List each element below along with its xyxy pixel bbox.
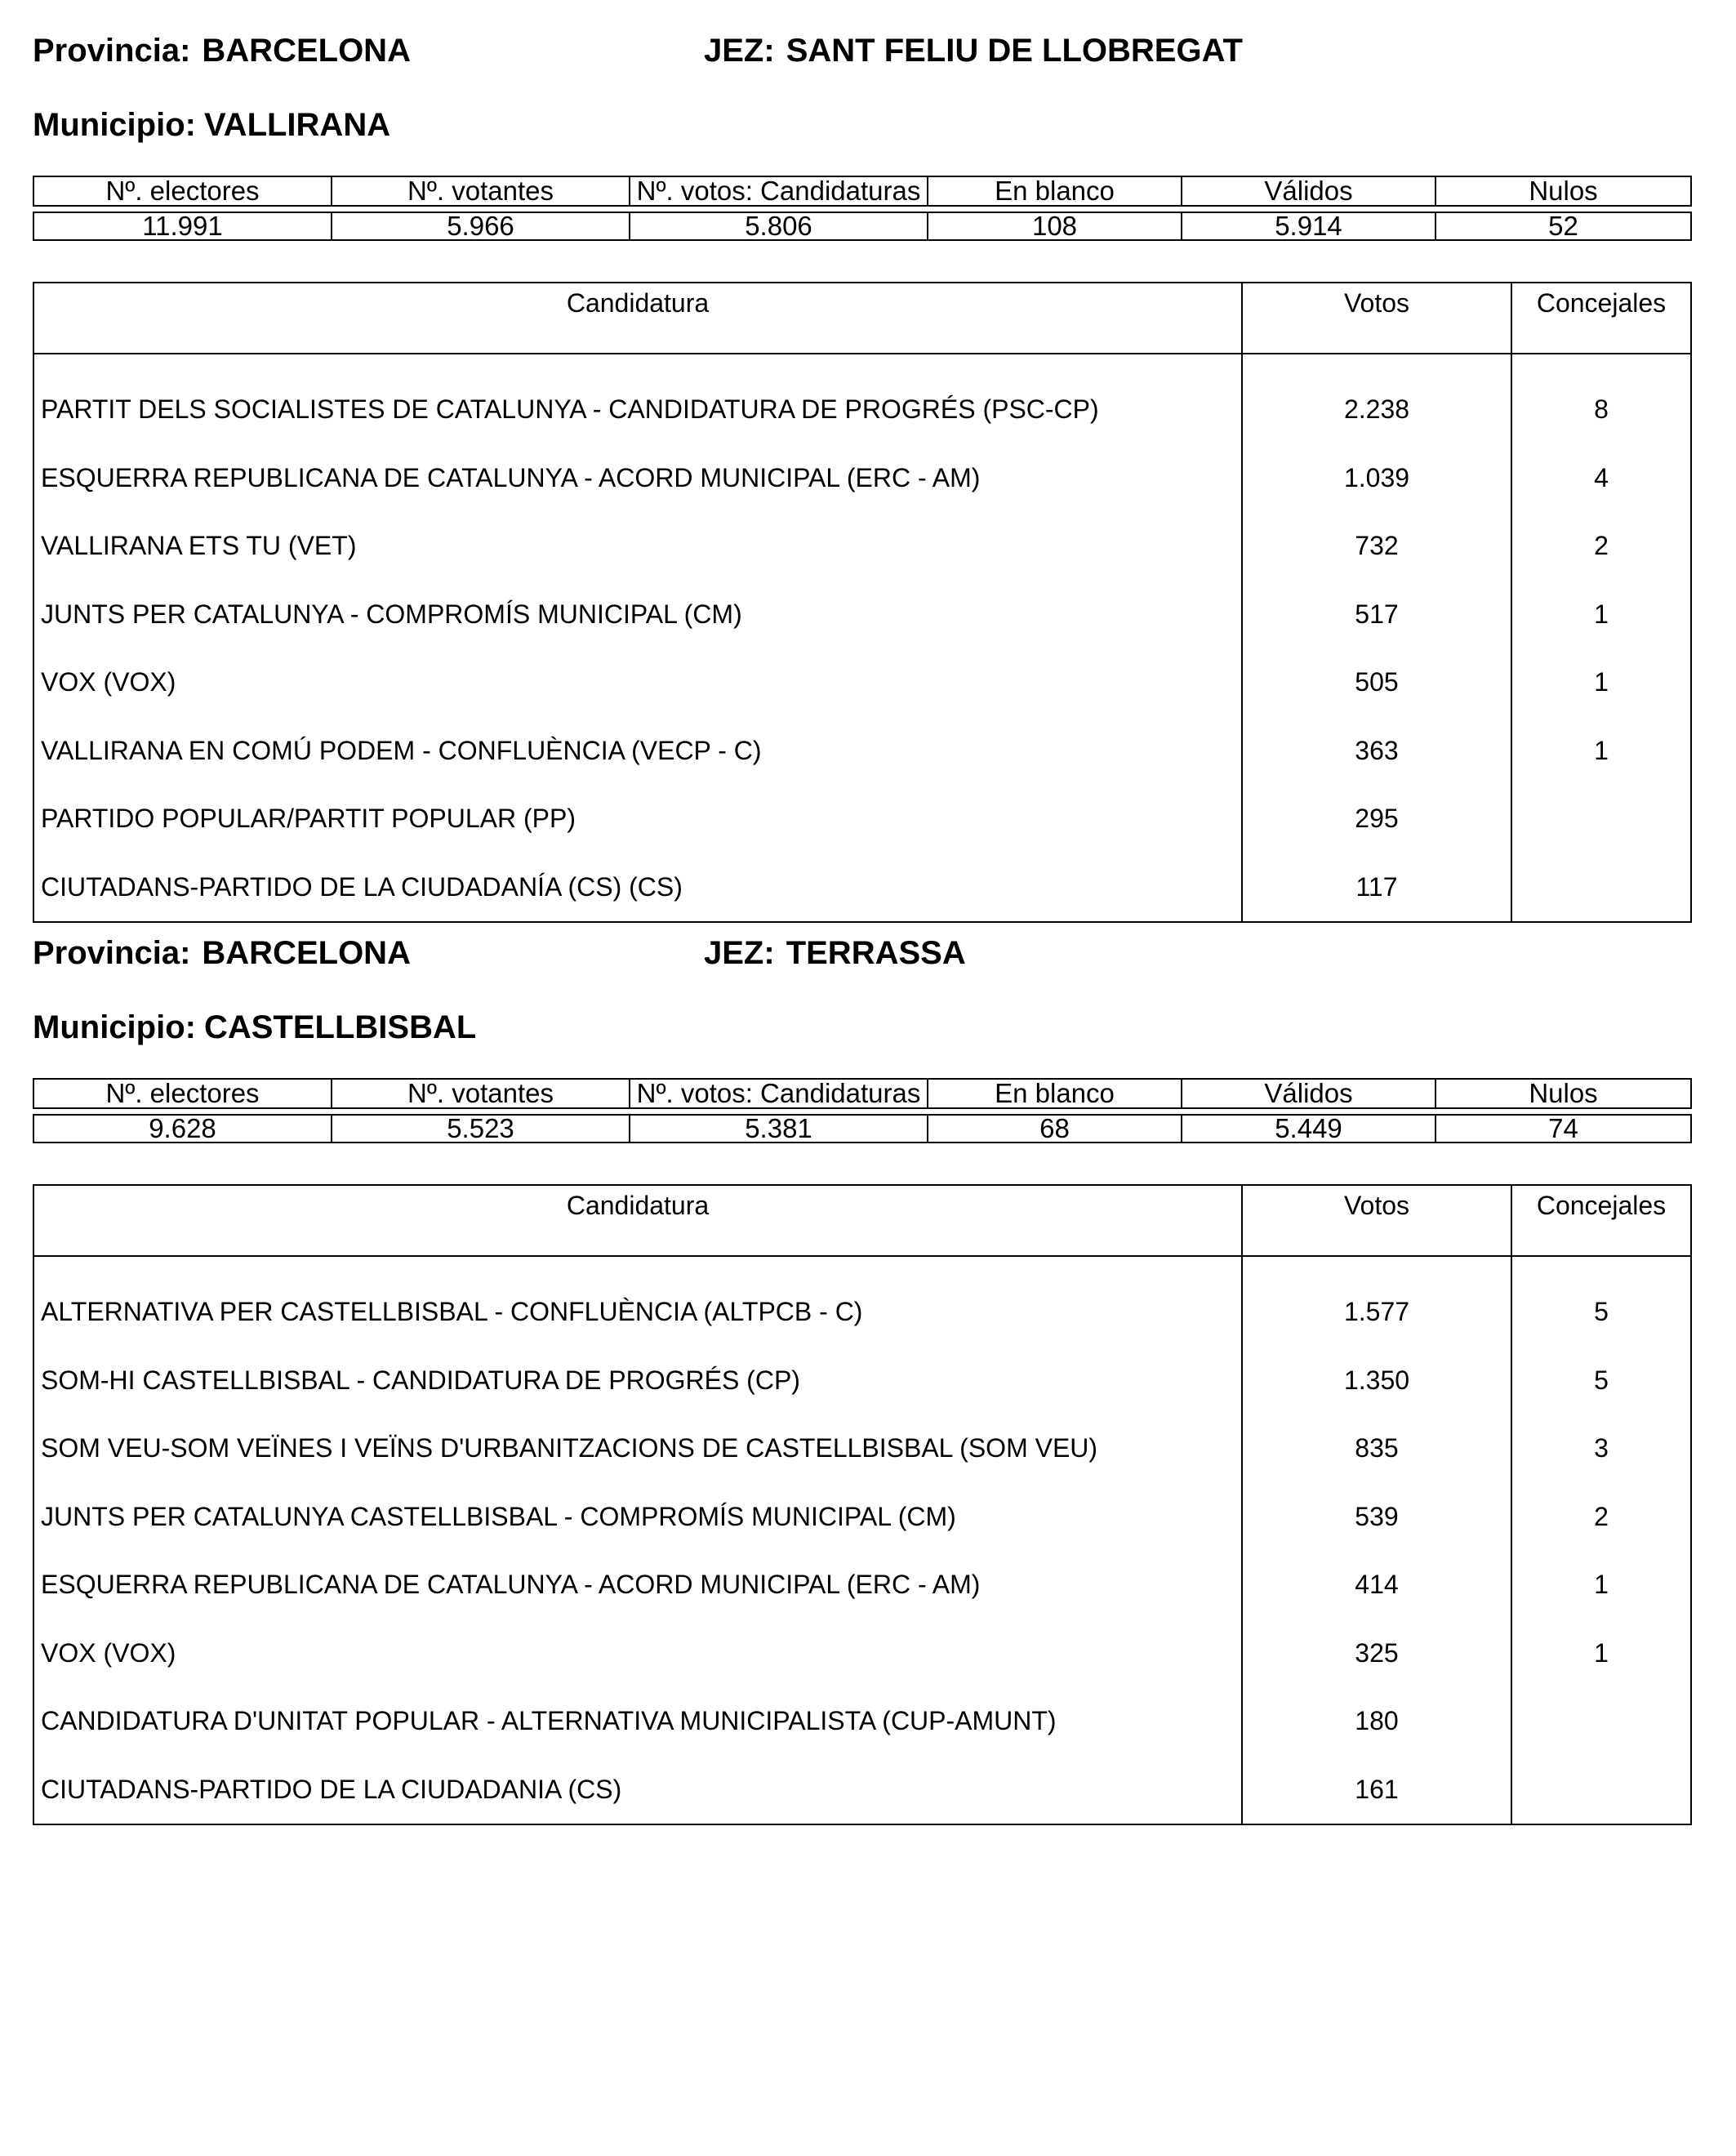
stats-value-row (33, 1115, 1691, 1143)
stats-value-validos: 5.449 (1182, 1115, 1436, 1143)
stats-header-votos-candidaturas: Nº. votos: Candidaturas (630, 176, 928, 206)
provincia-label: Provincia: (33, 935, 191, 971)
stats-value-votantes: 5.966 (332, 212, 630, 240)
stats-table (33, 176, 1692, 241)
candidatura-name: ESQUERRA REPUBLICANA DE CATALUNYA - ACORD MUNICIPAL (ERC - AM) (41, 1570, 981, 1600)
col-candidatura-header: Candidatura (33, 1185, 1242, 1256)
candidatura-votos: 325 (1242, 1619, 1511, 1688)
candidatura-concejales (1511, 1687, 1691, 1756)
candidatura-concejales: 8 (1511, 354, 1691, 444)
candidatura-name: PARTIT DELS SOCIALISTES DE CATALUNYA - CANDIDATURA DE PROGRÉS (PSC-CP) (41, 394, 1099, 425)
provincia-value: BARCELONA (202, 935, 411, 971)
candidatura-name: SOM VEU-SOM VEÏNES I VEÏNS D'URBANITZACIONS DE CASTELLBISBAL (SOM VEU) (41, 1433, 1098, 1463)
candidatura-votos: 161 (1242, 1756, 1511, 1825)
candidatura-concejales: 2 (1511, 512, 1691, 581)
candidatura-concejales: 4 (1511, 444, 1691, 513)
municipio-label: Municipio: (33, 107, 196, 143)
col-concejales-header: Concejales (1511, 1185, 1691, 1256)
candidatura-votos: 180 (1242, 1687, 1511, 1756)
col-votos-header: Votos (1242, 283, 1511, 354)
candidatura-votos: 505 (1242, 648, 1511, 717)
stats-value-validos: 5.914 (1182, 212, 1436, 240)
candidatura-votos: 363 (1242, 717, 1511, 786)
candidatura-name: SOM-HI CASTELLBISBAL - CANDIDATURA DE PROGRÉS (CP) (41, 1365, 800, 1395)
col-candidatura-header: Candidatura (33, 283, 1242, 354)
provincia-heading (33, 33, 411, 69)
candidaturas-table (33, 1184, 1692, 1825)
municipio-heading (33, 107, 390, 144)
jez-label: JEZ: (704, 935, 775, 971)
stats-header-nulos: Nulos (1436, 176, 1691, 206)
candidatura-concejales: 1 (1511, 1551, 1691, 1619)
candidatura-row (33, 1687, 1691, 1756)
stats-value-electores: 11.991 (33, 212, 332, 240)
stats-value-nulos: 74 (1436, 1115, 1691, 1143)
candidatura-name: VALLIRANA EN COMÚ PODEM - CONFLUÈNCIA (VECP - C) (41, 735, 762, 765)
stats-value-en-blanco: 68 (928, 1115, 1182, 1143)
candidatura-name: JUNTS PER CATALUNYA - COMPROMÍS MUNICIPAL (CM) (41, 599, 742, 629)
stats-header-row (33, 176, 1691, 206)
jez-heading (704, 935, 966, 972)
candidatura-concejales: 5 (1511, 1256, 1691, 1347)
stats-value-nulos: 52 (1436, 212, 1691, 240)
candidatura-row (33, 1551, 1691, 1619)
jez-heading (704, 33, 1243, 69)
candidatura-votos: 2.238 (1242, 354, 1511, 444)
candidatura-concejales (1511, 853, 1691, 923)
candidaturas-table (33, 282, 1692, 923)
jez-label: JEZ: (704, 33, 775, 69)
candidatura-row (33, 1347, 1691, 1415)
col-votos-header: Votos (1242, 1185, 1511, 1256)
municipio-heading (33, 1009, 476, 1046)
candidatura-concejales (1511, 1756, 1691, 1825)
candidatura-votos: 517 (1242, 581, 1511, 649)
candidatura-row (33, 1619, 1691, 1688)
candidatura-name: ALTERNATIVA PER CASTELLBISBAL - CONFLUÈNCIA (ALTPCB - C) (41, 1297, 863, 1327)
provincia-heading (33, 935, 411, 972)
stats-value-row (33, 212, 1691, 240)
candidatura-name: ESQUERRA REPUBLICANA DE CATALUNYA - ACORD MUNICIPAL (ERC - AM) (41, 462, 981, 492)
stats-header-row (33, 1079, 1691, 1108)
candidatura-row (33, 512, 1691, 581)
candidatura-votos: 117 (1242, 853, 1511, 923)
candidatura-row (33, 444, 1691, 513)
stats-header-votantes: Nº. votantes (332, 1079, 630, 1108)
candidatura-row (33, 581, 1691, 649)
candidatura-votos: 539 (1242, 1483, 1511, 1552)
candidatura-row (33, 1256, 1691, 1347)
candidatura-concejales: 1 (1511, 581, 1691, 649)
candidatura-row (33, 785, 1691, 853)
candidatura-name: VOX (VOX) (41, 667, 176, 697)
stats-header-validos: Válidos (1182, 1079, 1436, 1108)
stats-header-electores: Nº. electores (33, 1079, 332, 1108)
candidatura-name: CIUTADANS-PARTIDO DE LA CIUDADANÍA (CS) (CS) (41, 871, 683, 902)
stats-header-validos: Válidos (1182, 176, 1436, 206)
municipio-value: VALLIRANA (203, 107, 391, 143)
stats-header-nulos: Nulos (1436, 1079, 1691, 1108)
stats-header-electores: Nº. electores (33, 176, 332, 206)
candidatura-row (33, 648, 1691, 717)
col-concejales-header: Concejales (1511, 283, 1691, 354)
candidatura-votos: 295 (1242, 785, 1511, 853)
stats-header-en-blanco: En blanco (928, 1079, 1182, 1108)
candidatura-row (33, 1483, 1691, 1552)
jez-value: TERRASSA (786, 935, 966, 971)
candidatura-concejales: 3 (1511, 1414, 1691, 1483)
candidatura-name: VOX (VOX) (41, 1637, 176, 1668)
candidatura-concejales (1511, 785, 1691, 853)
candidaturas-header-row (33, 1185, 1691, 1256)
provincia-value: BARCELONA (202, 33, 411, 69)
stats-value-en-blanco: 108 (928, 212, 1182, 240)
jez-value: SANT FELIU DE LLOBREGAT (786, 33, 1243, 69)
candidatura-votos: 1.039 (1242, 444, 1511, 513)
candidatura-votos: 835 (1242, 1414, 1511, 1483)
candidatura-votos: 732 (1242, 512, 1511, 581)
candidatura-row (33, 1756, 1691, 1825)
stats-value-votos-candidaturas: 5.806 (630, 212, 928, 240)
stats-header-votantes: Nº. votantes (332, 176, 630, 206)
stats-table (33, 1078, 1692, 1143)
candidatura-concejales: 1 (1511, 648, 1691, 717)
candidatura-votos: 414 (1242, 1551, 1511, 1619)
stats-value-electores: 9.628 (33, 1115, 332, 1143)
stats-value-votos-candidaturas: 5.381 (630, 1115, 928, 1143)
candidatura-votos: 1.350 (1242, 1347, 1511, 1415)
candidatura-row (33, 853, 1691, 923)
candidatura-votos: 1.577 (1242, 1256, 1511, 1347)
stats-header-en-blanco: En blanco (928, 176, 1182, 206)
municipio-value: CASTELLBISBAL (203, 1009, 477, 1045)
candidatura-name: PARTIDO POPULAR/PARTIT POPULAR (PP) (41, 804, 576, 834)
candidatura-concejales: 1 (1511, 1619, 1691, 1688)
candidatura-name: CIUTADANS-PARTIDO DE LA CIUDADANIA (CS) (41, 1774, 622, 1804)
candidatura-concejales: 5 (1511, 1347, 1691, 1415)
stats-header-votos-candidaturas: Nº. votos: Candidaturas (630, 1079, 928, 1108)
candidatura-row (33, 717, 1691, 786)
stats-value-votantes: 5.523 (332, 1115, 630, 1143)
candidatura-name: CANDIDATURA D'UNITAT POPULAR - ALTERNATIVA MUNICIPALISTA (CUP-AMUNT) (41, 1706, 1057, 1736)
candidatura-name: VALLIRANA ETS TU (VET) (41, 531, 357, 561)
municipio-label: Municipio: (33, 1009, 196, 1045)
candidatura-row (33, 354, 1691, 444)
candidatura-concejales: 1 (1511, 717, 1691, 786)
candidatura-row (33, 1414, 1691, 1483)
candidatura-concejales: 2 (1511, 1483, 1691, 1552)
provincia-label: Provincia: (33, 33, 191, 69)
candidatura-name: JUNTS PER CATALUNYA CASTELLBISBAL - COMPROMÍS MUNICIPAL (CM) (41, 1501, 956, 1531)
candidaturas-header-row (33, 283, 1691, 354)
